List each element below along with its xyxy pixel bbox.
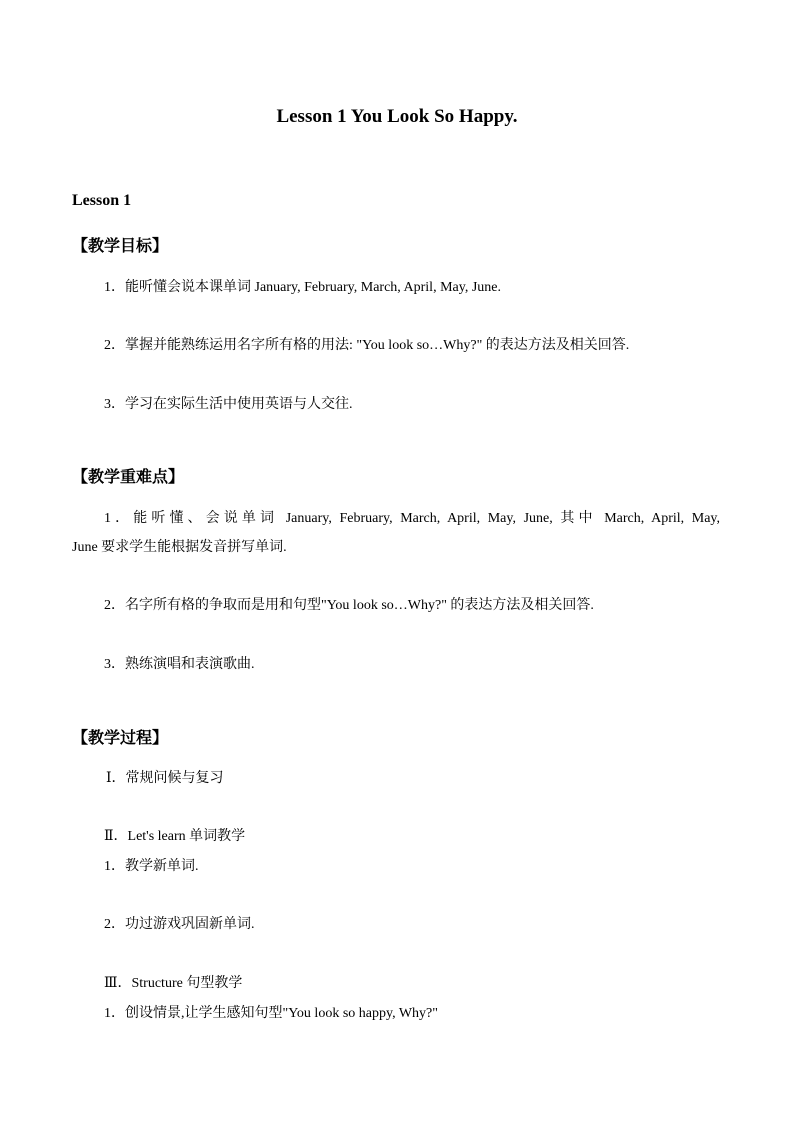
process-sub-item: 1．教学新单词.: [104, 859, 199, 874]
key-point-item-continuation: June 要求学生能根据发音拼写单词.: [72, 540, 287, 555]
section-heading-key-points: 【教学重难点】: [72, 467, 185, 486]
process-sub-item: 2．功过游戏巩固新单词.: [104, 917, 255, 932]
process-step: Ⅰ．常规问候与复习: [106, 771, 224, 786]
section-heading-process: 【教学过程】: [72, 728, 169, 747]
section-heading-objectives: 【教学目标】: [72, 236, 169, 255]
document-title: Lesson 1 You Look So Happy.: [276, 106, 518, 127]
process-sub-item: 1．创设情景,让学生感知句型"You look so happy, Why?": [104, 1006, 438, 1021]
objective-item: 1．能听懂会说本课单词 January, February, March, April, May, June.: [104, 280, 501, 295]
objective-item: 2．掌握并能熟练运用名字所有格的用法: "You look so…Why?" 的表达方法及相关回答.: [104, 338, 630, 353]
lesson-heading: Lesson 1: [72, 192, 132, 209]
key-point-item: 1．能听懂、会说单词 January, February, March, April, May, June, 其中 March, April, May,: [104, 511, 720, 526]
objective-item: 3．学习在实际生活中使用英语与人交往.: [104, 397, 353, 412]
key-point-item: 2．名字所有格的争取而是用和句型"You look so…Why?" 的表达方法及相关回答.: [104, 598, 594, 613]
process-step: Ⅲ．Structure 句型教学: [104, 976, 243, 991]
key-point-item: 3．熟练演唱和表演歌曲.: [104, 657, 255, 672]
process-step: Ⅱ．Let's learn 单词教学: [104, 829, 246, 844]
